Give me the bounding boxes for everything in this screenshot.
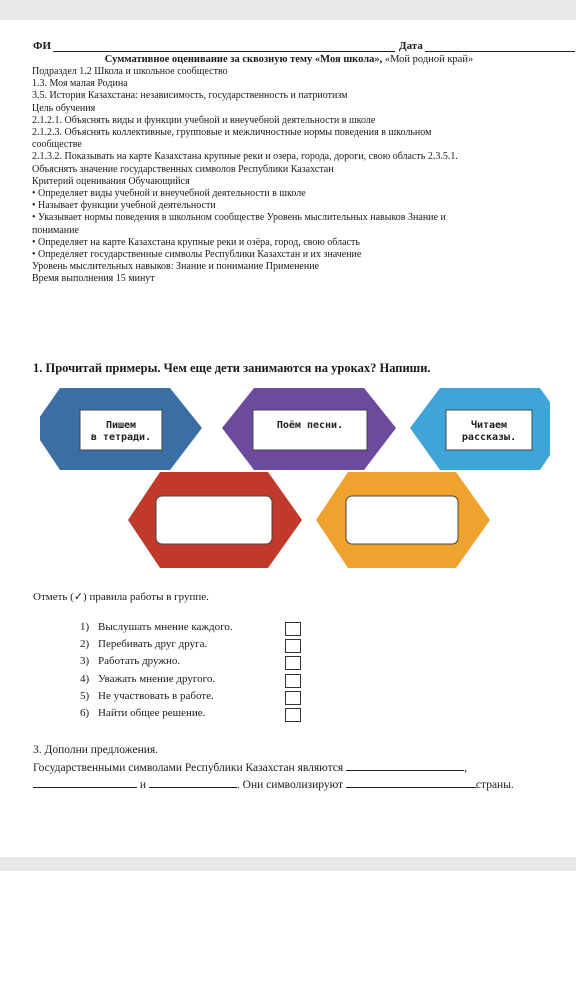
rule-checkbox[interactable] [285,674,301,688]
rule-checkbox[interactable] [285,656,301,670]
rule-text: Работать дружно. [98,655,181,668]
title-bold: Суммативное оценивание за сквозную тему «Моя школа», [104,54,383,65]
objective-line: 2.1.2.1. Объяснять виды и функции учебной и внеучебной деятельности в школе [32,114,376,126]
task3-country-word: страны. [475,779,514,791]
rule-item [80,688,306,705]
rule-number: 5) [80,689,90,702]
worksheet-title [33,54,545,65]
blank-line-2[interactable] [33,776,137,788]
task3-heading: 3. Дополни предложения. [33,744,159,756]
rule-text: Не участвовать в работе. [98,689,214,702]
hexagon-2-label-line1: Поём песни. [276,420,344,431]
hexagon-svg [40,380,550,576]
rule-item [80,653,306,670]
rule-checkbox[interactable] [285,708,301,722]
objective-line: Цель обучения [32,102,96,114]
task3-sentence-1-text: Государственными символами Республики Казахстан являются [33,762,344,774]
objective-line: • Определяет на карте Казахстана крупные реки и озёра, город, свою область [32,236,360,248]
objective-line: 2.1.2.3. Объяснять коллективные, групповые и межличностные нормы поведения в школьном [32,127,432,139]
objective-line: Время выполнения 15 минут [32,273,155,285]
task3-sentence-1-comma: , [464,762,467,774]
objective-line: Объяснять значение государственных символов Республики Казахстан [32,163,334,175]
hexagon-3-label [446,420,532,444]
rule-number: 2) [80,638,90,651]
rule-text: Уважать мнение другого. [98,672,216,685]
top-gray-band [0,0,576,20]
objective-line: 2.1.3.2. Показывать на карте Казахстана крупные реки и озера, города, дороги, свою область 2.3.5.1. [32,151,458,163]
blank-line-4[interactable] [346,776,476,788]
group-rules-list [80,619,306,722]
bottom-gray-band [0,857,576,871]
rule-item [80,671,306,688]
hexagon-1-label-line2: в тетради. [90,432,152,443]
blank-line-1[interactable] [346,759,464,771]
objectives-list [32,66,548,286]
objective-line: • Указывает нормы поведения в школьном сообществе Уровень мыслительных навыков Знание и [32,212,446,224]
objective-line: • Называет функции учебной деятельности [32,200,216,212]
rule-text: Перебивать друг друга. [98,638,208,651]
blank-line-3[interactable] [149,776,237,788]
objective-line: Уровень мыслительных навыков: Знание и понимание Применение [32,261,320,273]
hexagon-2-label [253,420,367,432]
name-label: ФИ [33,40,52,52]
rule-number: 6) [80,706,90,719]
task3-and-word: и [139,779,147,791]
objective-line: 1.3. Моя малая Родина [32,78,128,90]
objective-line: сообществе [32,139,82,151]
objective-line: понимание [32,224,79,236]
title-normal: «Мой родной край» [384,54,474,65]
objective-line: • Определяет государственные символы Республики Казахстан и их значение [32,249,362,261]
hexagon-3-label-line2: рассказы. [461,432,517,443]
rule-checkbox[interactable] [285,622,301,636]
date-label: Дата [399,40,423,52]
rule-number: 1) [80,621,90,633]
date-blank-line[interactable] [425,51,575,52]
objective-line: • Определяет виды учебной и внеучебной деятельности в школе [32,188,306,200]
rule-text: Найти общее решение. [98,706,206,719]
hexagon-4-answer-box[interactable] [156,496,272,544]
hexagon-5-answer-box[interactable] [346,496,458,544]
rule-item [80,619,306,636]
rule-number: 4) [80,672,90,685]
name-blank-line[interactable] [53,51,395,52]
task1-question: 1. Прочитай примеры. Чем еще дети занимаются на уроках? Напиши. [33,361,431,375]
hexagon-3-label-line1: Читаем [470,420,508,431]
rule-number: 3) [80,655,90,668]
hexagon-1-label [80,420,162,444]
rule-checkbox[interactable] [285,691,301,705]
objective-line: Критерий оценивания Обучающийся [32,175,190,187]
objective-line: Подраздел 1.2 Школа и школьное сообщество [32,66,228,77]
rule-item [80,636,306,653]
rule-item [80,705,306,722]
task3-sentence-1 [33,759,548,774]
task3-sentence-2 [33,776,553,791]
objective-line: 3.5. История Казахстана: независимость, государственность и патриотизм [32,90,348,102]
rule-text: Выслушать мнение каждого. [98,621,233,633]
hexagon-activity-diagram [40,380,550,576]
hexagon-1-label-line1: Пишем [105,420,137,431]
task2-instruction: Отметь (✓) правила работы в группе. [33,591,209,603]
rule-checkbox[interactable] [285,639,301,653]
task3-symbolize-text: . Они символизируют [236,779,344,791]
